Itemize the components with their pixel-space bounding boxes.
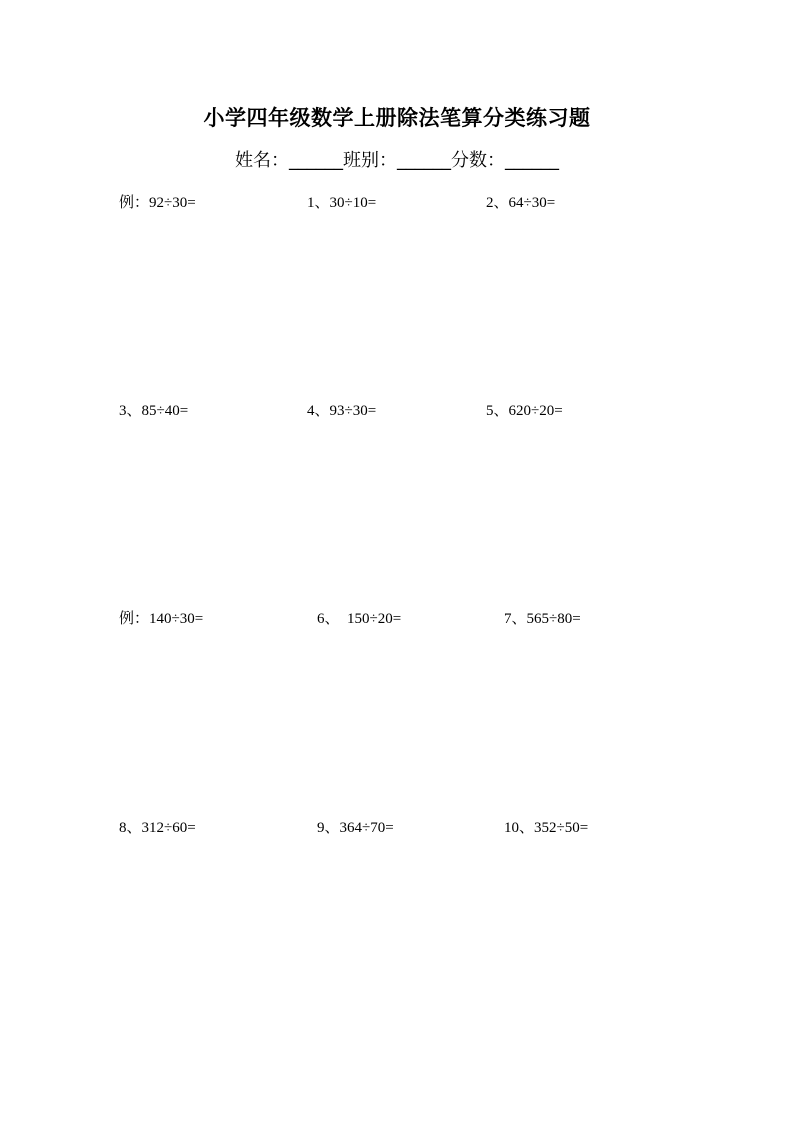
class-blank: ______ (397, 150, 451, 171)
name-label: 姓名： (235, 150, 289, 171)
class-label: 班别： (343, 150, 397, 171)
problem-2: 2、64÷30= (486, 195, 556, 211)
problem-9: 9、364÷70= (317, 820, 394, 836)
name-blank: ______ (289, 150, 343, 171)
example-problem-2: 例：140÷30= (119, 611, 204, 627)
problem-3: 3、85÷40= (119, 403, 189, 419)
problem-5: 5、620÷20= (486, 403, 563, 419)
student-info-line (0, 146, 794, 172)
problem-6: 6、 150÷20= (317, 611, 402, 627)
problem-10: 10、352÷50= (504, 820, 589, 836)
problem-8: 8、312÷60= (119, 820, 196, 836)
page-title: 小学四年级数学上册除法笔算分类练习题 (203, 106, 591, 130)
example-problem-1: 例：92÷30= (119, 195, 196, 211)
score-blank: ______ (505, 150, 559, 171)
problem-1: 1、30÷10= (307, 195, 377, 211)
problem-7: 7、565÷80= (504, 611, 581, 627)
score-label: 分数： (451, 150, 505, 171)
problem-4: 4、93÷30= (307, 403, 377, 419)
